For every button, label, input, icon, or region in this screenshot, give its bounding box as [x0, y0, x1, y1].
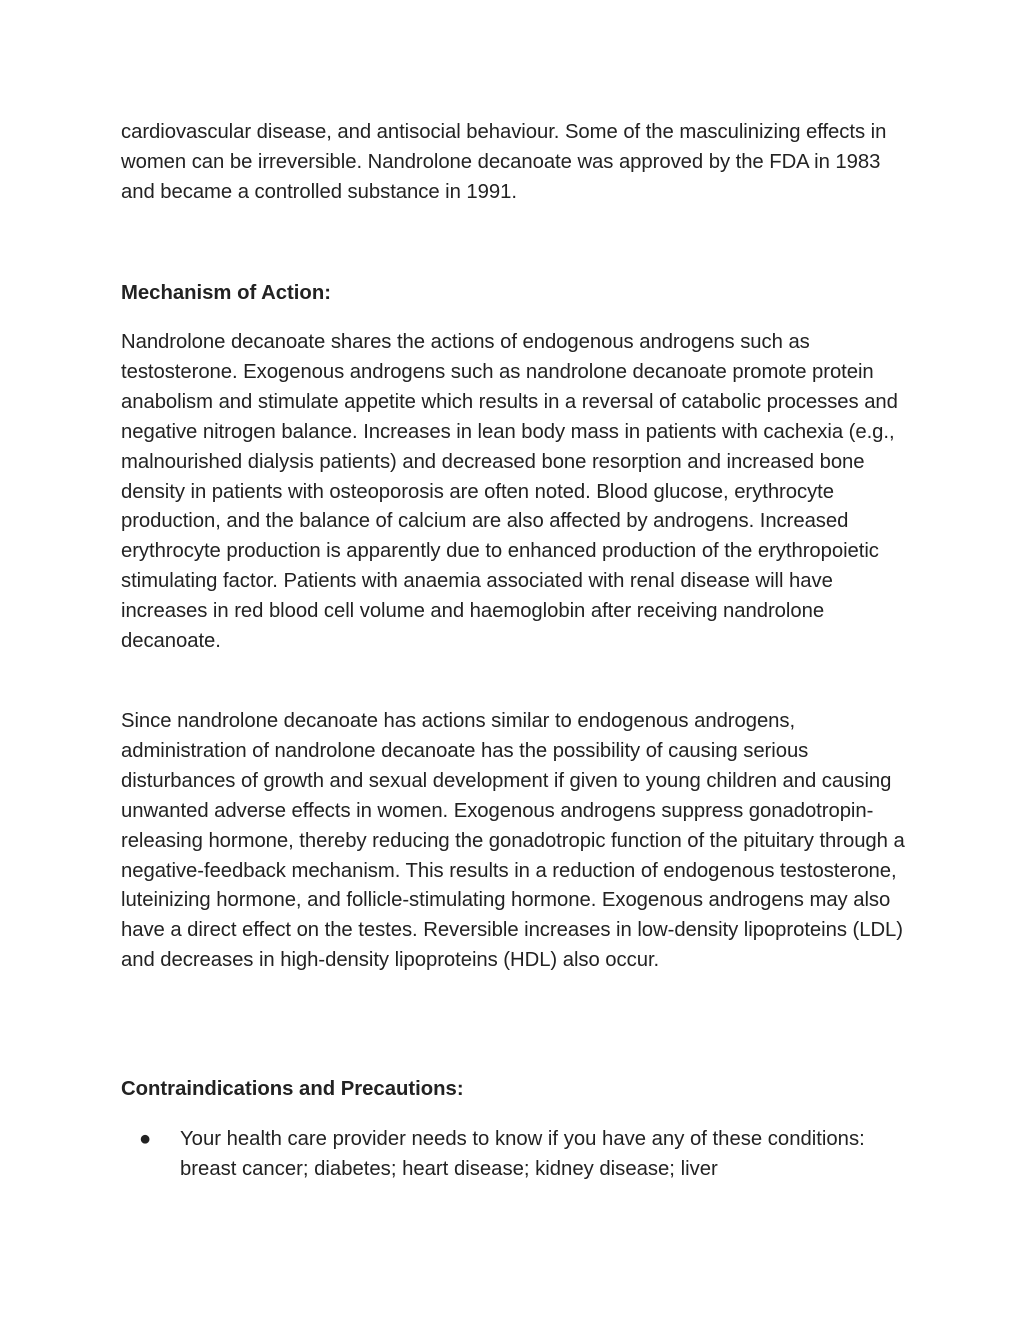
mechanism-paragraph-2: Since nandrolone decanoate has actions similar to endogenous androgens, administration of nandrolone decanoate has the possibility of causing serious disturbances of growth and sexual development if given to young children and causing unwanted adverse effects in women. Exogenous androgens suppress gonadotropin-releasing hormone, thereby reducing the gonadotropic function of the pituitary through a negative-feedback mechanism. This results in a reduction of endogenous testosterone, luteinizing hormone, and follicle-stimulating hormone. Exogenous androgens may also have a direct effect on the testes. Reversible increases in low-density lipoproteins (LDL) and decreases in high-density lipoproteins (HDL) also occur. [121, 710, 905, 972]
mechanism-of-action-heading: Mechanism of Action: [121, 282, 331, 304]
contraindications-heading: Contraindications and Precautions: [121, 1078, 464, 1100]
mechanism-paragraph-1: Nandrolone decanoate shares the actions of endogenous androgens such as testosterone. Exogenous androgens such as nandrolone decanoate promote protein anabolism and stimulate appetite which results in a reversal of catabolic processes and negative nitrogen balance. Increases in lean body mass in patients with cachexia (e.g., malnourished dialysis patients) and decreased bone resorption and increased bone density in patients with osteoporosis are often noted. Blood glucose, erythrocyte production, and the balance of calcium are also affected by androgens. Increased erythrocyte production is apparently due to enhanced production of the erythropoietic stimulating factor. Patients with anaemia associated with renal disease will have increases in red blood cell volume and haemoglobin after receiving nandrolone decanoate. [121, 331, 898, 653]
bullet-icon: ● [139, 1128, 152, 1150]
intro-paragraph: cardiovascular disease, and antisocial behaviour. Some of the masculinizing effects in women can be irreversible. Nandrolone decanoate was approved by the FDA in 1983 and became a controlled substance in 1991. [121, 121, 887, 203]
list-item [121, 1125, 911, 1185]
contraindications-list [121, 1125, 911, 1185]
list-item-text: Your health care provider needs to know if you have any of these conditions: breast cancer; diabetes; heart disease; kidney disease; liver [180, 1128, 865, 1180]
